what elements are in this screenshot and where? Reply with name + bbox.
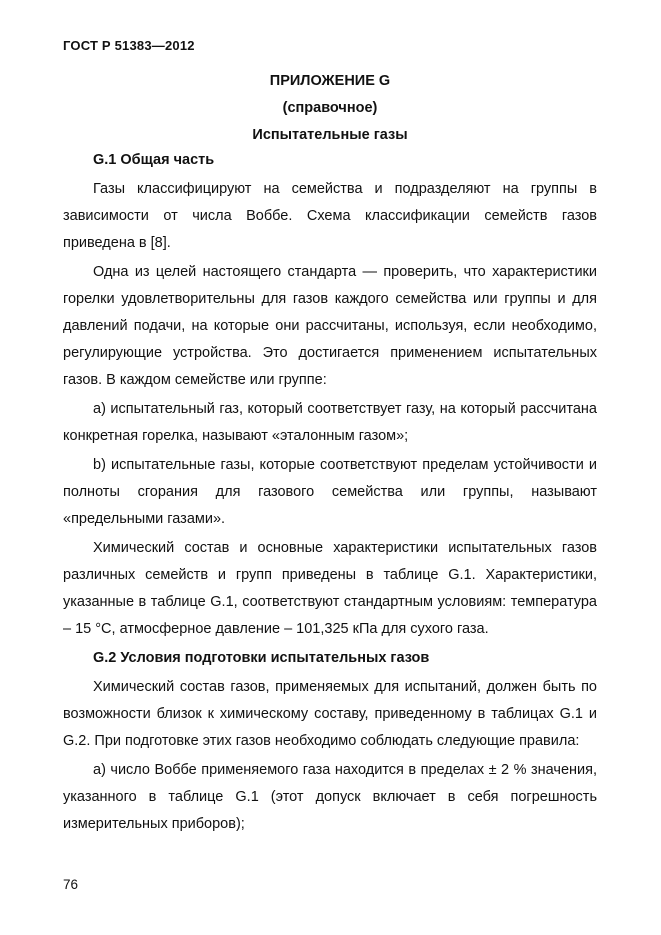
list-item-b: b) испытательные газы, которые соответствуют пределам устойчивости и полноты сгорания для газового семейства или группы, называют «предельными газами».	[63, 457, 597, 527]
appendix-title: ПРИЛОЖЕНИЕ G	[269, 73, 391, 89]
document-code: ГОСТ Р 51383—2012	[63, 38, 195, 53]
page-number: 76	[63, 877, 79, 892]
paragraph: Химический состав и основные характеристики испытательных газов различных семейств и групп приведены в таблице G.1. Характеристики, указанные в таблице G.1, соответствуют стандартным условиям: температура – 15 °С, атмосферное давление – 101,325 кПа для сухого газа.	[63, 540, 597, 637]
document-body	[63, 147, 597, 840]
list-item-a: а) число Воббе применяемого газа находится в пределах ± 2 % значения, указанного в таблице G.1 (этот допуск включает в себя погрешность измерительных приборов);	[63, 762, 597, 832]
section-heading-g1: G.1 Общая часть	[93, 152, 215, 168]
paragraph: Одна из целей настоящего стандарта — проверить, что характеристики горелки удовлетворительны для газов каждого семейства или группы и для давлений подачи, на которые они рассчитаны, используя, если необходимо, регулирующие устройства. Это достигается применением испытательных газов. В каждом семействе или группе:	[63, 264, 597, 388]
section-heading-g2: G.2 Условия подготовки испытательных газов	[93, 650, 430, 666]
list-item-a: а) испытательный газ, который соответствует газу, на который рассчитана конкретная горелка, называют «эталонным газом»;	[63, 401, 597, 444]
appendix-subtitle: (справочное)	[282, 100, 378, 116]
paragraph: Газы классифицируют на семейства и подразделяют на группы в зависимости от числа Воббе. Схема классификации семейств газов приведена в [8].	[63, 181, 597, 251]
paragraph: Химический состав газов, применяемых для испытаний, должен быть по возможности близок к химическому составу, приведенному в таблицах G.1 и G.2. При подготовке этих газов необходимо соблюдать следующие правила:	[63, 679, 597, 749]
appendix-name: Испытательные газы	[252, 127, 408, 143]
